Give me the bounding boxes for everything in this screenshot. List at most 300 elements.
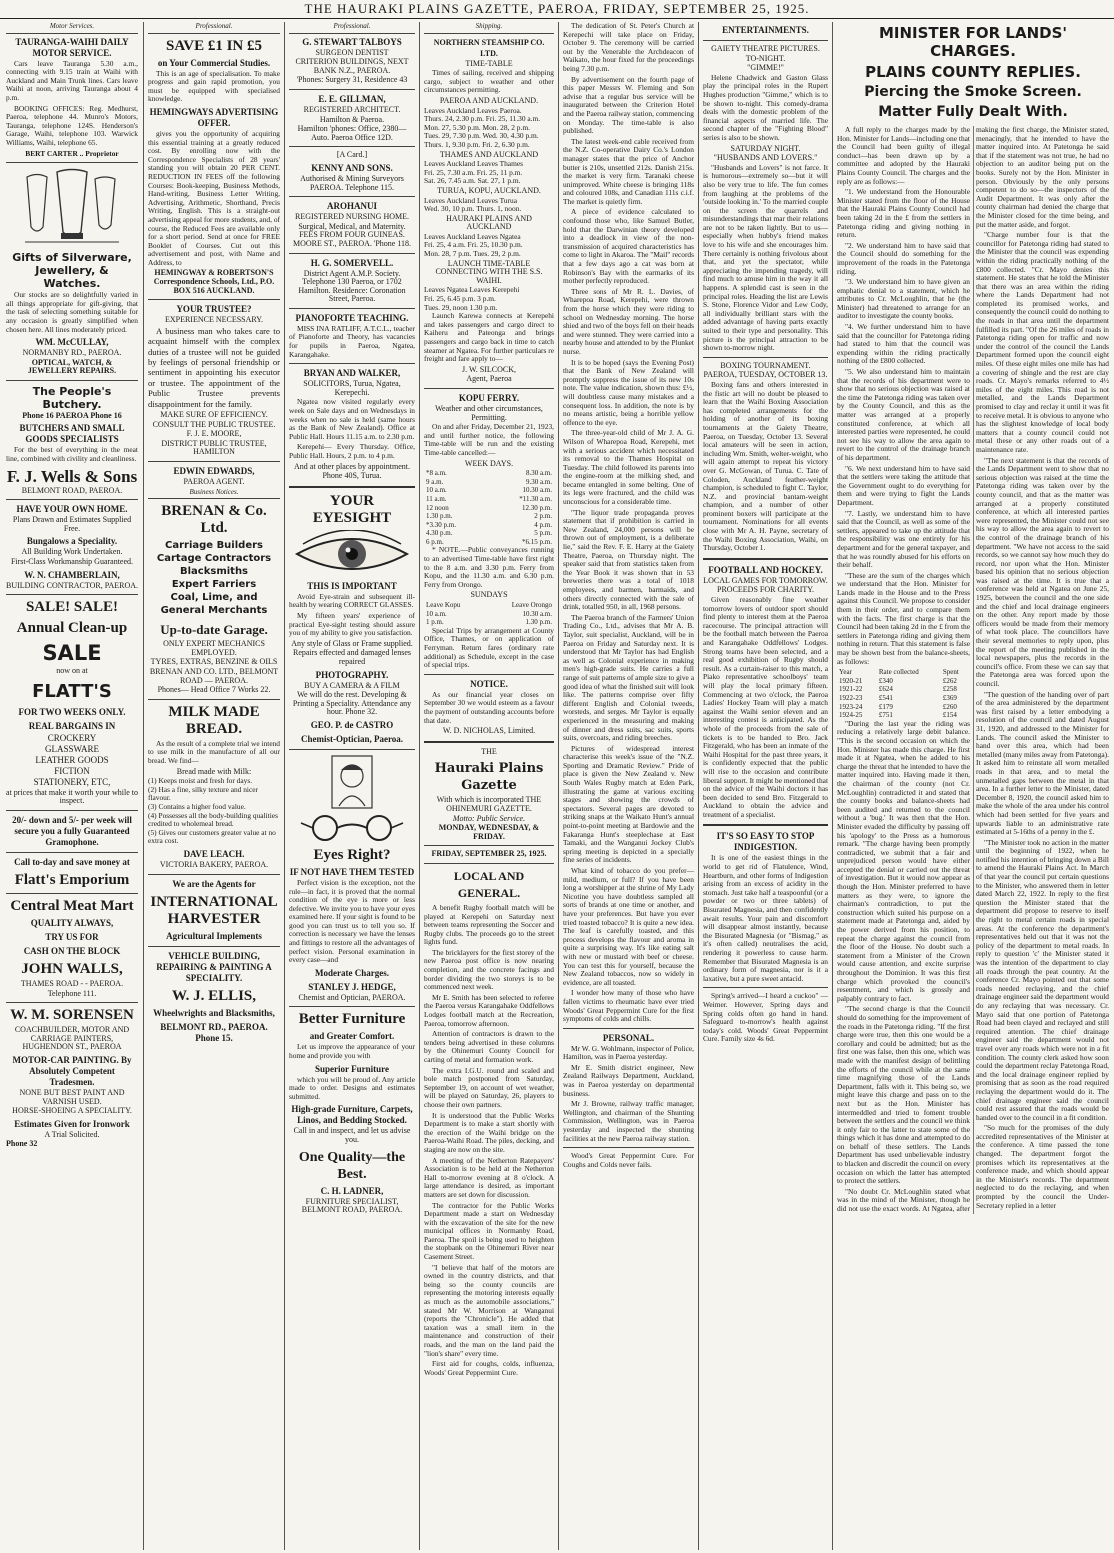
table-row: 4.30 p.m. 5 p.m. [426,529,552,538]
timetable-row: Tues. 29, noon 1.30 p.m. [424,302,498,312]
ad-text: TYRES, EXTRAS, BENZINE & OILS [150,657,278,667]
news-paragraph: The latest week-end cable received from the N.Z. Co-operative Dairy Co.'s London manager states that the price of Anchor butter is 210s, unsettled 212s. Danish 215s. the market is very firm. Taranaki cheese unimproved. White cheese is bringing 118s and coloured 108s, and Canadian 111s c.i.f. The market is quietly firm. [563,136,694,206]
ad-heading: Better Furniture [298,1011,406,1028]
list-item: Expert Farriers [171,579,257,591]
news-paragraph: I wonder how many of those who have fallen victims to rheumatic have ever tried Woods' Great Peppermint Cure for the first symptoms of colds and chills. [563,988,694,1024]
news-paragraph: "3. We understand him to have given an emphatic denial to a statement, which he attributes to Cr. McLoughlin, that he (the Minister) had threatened to arrange for an auditor to investigate the county books. [837,277,970,321]
ad-text: A Trial Solicited. [44,1129,100,1139]
ad-heading: SAVE £1 IN £5 [166,37,262,54]
ad-address: VICTORIA BAKERY, PAEROA. [159,859,269,869]
ad-heading: REAL BARGAINS IN [28,720,116,731]
table-row: 9 a.m. 9.30 a.m. [426,477,552,486]
ad-text: Authorised & Mining Surveyors PAEROA. Telephone 115. [300,173,404,192]
ad-text: Chemist-Optician, Paeroa. [300,733,404,744]
ad-text: Superior Furniture [315,1063,389,1074]
list-item: Cartage Contractors [156,553,272,565]
ad-text: CASH ON THE BLOCK [23,946,121,956]
timetable-row: Fri. 25, 4 a.m. Fri. 25, 10.30 p.m. [424,240,523,250]
ad-text: QUALITY ALWAYS, [30,918,114,928]
table-row: 10 a.m. 10.30 a.m. [426,609,552,618]
ad-text: COACHBUILDER, MOTOR AND CARRIAGE PAINTERS, HUGHENDON ST., PAEROA [14,1025,130,1052]
ad-text: Moderate Charges. [315,967,389,978]
news-paragraph: "These are the sum of the charges which we understand that the Hon. Minister for Lands made in the House and to the Press against this Council. We propose to consider them in their order, and to compare them with the facts. The first charge is that the Council had been taking 2d in the £ from the settlers in Patetonga riding and giving them nothing in return. That this statement is false may be shown best from the balance-sheets, as follows: [837,570,970,666]
news-paragraph: "I believe that half of the motors are owned in the country districts, and that being so the county councils are representing the motoring interests equally as much as the automobile associations," stated Mr W. Morrison at Wanganui (reports the "Chronicle"). He added that taxation was a small item in the maintenance and construction of their roads, and the man on the land paid the "lion's share" every time. [424,1262,554,1358]
ad-name: H. G. SOMERVELL. [310,257,394,268]
lead-subheadline: PLAINS COUNTY REPLIES. [865,63,1081,81]
news-paragraph: "No doubt Cr. McLoughlin stated what was in the mind of the Minister, though he did not use the exact words. At Ngatea, after making the first charge, the Minister stated, menacingly, that he intended to have the matter inquired into. At Patetonga he said that if the statement was not true, he had no objection to an auditor being put on the books. Surely not by the Hon. Minister in person. Obviously by the only persons competent to do so—the inspectors of the Audit Department. It was only after the county chairman had denied the charge that the Minister closed for the time being, and put the matter aside, and forgot. [837,125,1109,1214]
ad-heading: HAURAKI PLAINS AND AUCKLAND [446,213,532,232]
ad-heading: WEEK DAYS. [464,458,514,468]
table-row: *3.30 p.m. 4 p.m. [426,520,552,529]
flag-text: With which is incorporated THE OHINEMURI GAZETTE. [436,795,542,813]
ad-text: Call in and inspect, and let us advise you. [293,1126,411,1144]
list-item: GLASSWARE [44,743,99,754]
timetable-row: Leaves Auckland Leaves Paeroa. [424,105,522,115]
list-item: (1) Keeps moist and fresh for days. [148,776,253,786]
column-2 [143,22,284,1550]
timetable-row: Tues. 29, 7.30 p.m. Wed. 30, 4.30 p.m. [424,131,539,141]
ad-heading: VEHICLE BUILDING, REPAIRING & PAINTING A SPECIALITY. [156,950,272,983]
ad-text: For the best of everything in the meat line, combined with civility and cleanliness. [6,445,138,464]
ad-heading: and Greater Comfort. [309,1031,395,1042]
timetable-row: Mon. 27, 5.30 p.m. Mon. 28, 2 p.m. [424,122,530,132]
ad-text: As the result of a complete trial we intend to use milk in the manufacture of all our bread. We find— [148,738,280,765]
spectacles-icon [297,813,407,843]
timetable-row: Wed. 30, 10 p.m. Thurs. 1, noon. [424,204,522,214]
ad-text: ONLY EXPERT MECHANICS EMPLOYED. [163,639,265,657]
news-paragraph: Attention of contractors is drawn to the tenders being advertised in these columns by the Ohinemuri County Council for carting of metal and formation work. [424,1029,554,1064]
ad-text: My fifteen years' experience of practical Eye-sight testing should assure you of my ability to give you satisfaction. [289,610,415,638]
ad-name: WM. McCULLAY, [35,337,109,348]
news-paragraph: "4. We further understand him to have said that the councillor for Patetonga riding had stated to him that the council was expending within the riding practically nothing of the £800 collected. [837,322,970,366]
column-1 [2,22,142,1550]
paper-nameplate: Hauraki Plains Gazette [434,761,544,794]
ad-name: KENNY AND SONS. [311,162,393,173]
eye-illustration [293,530,411,578]
ad-heading: HEMINGWAYS ADVERTISING OFFER. [149,106,279,128]
ad-name: JOHN WALLS, [21,961,123,977]
ad-text: Ngatea now visited regularly every week on Sale days and on Wednesdays in weeks when no sale is held (same hours as the Bank of New Zealand). Office at Public Hall. Hours 11.15 a.m. to 2.30 p.m. [289,397,415,441]
table-row: 1.30 p.m. 2 p.m. [426,512,552,521]
news-paragraph: What kind of tobacco do you prefer—mild, medium, or full? If you have been long a worshipper at the shrine of My Lady Nicotine you have doubtless sampled all sorts of brands at one time or another, and have your preferences. But have you ever tried toasted tobacco? It is quite a new idea. The leaf is carefully toasted, and this process develops the flavour and aroma in quite a surprising way. It's like eating salt with new or mustard with beef or cheese. You can test this for yourself, because the New Zealand tobaccos, now so widely in evidence, are all toasted. [563,866,694,987]
ad-name: C. H. LADNER, [320,1185,384,1196]
ad-heading: THAMES AND AUCKLAND [439,149,539,159]
flag-the: THE [481,746,497,756]
table-row: Leave Kopu Leave Orongo [426,601,552,610]
ad-text: Any style of Glass or Frame supplied. [291,638,413,648]
ad-text: Avoid Eye-strain and subsequent ill-health by wearing CORRECT GLASSES. [289,591,415,610]
section-heading: IT'S SO EASY TO STOP INDIGESTION. [716,831,815,853]
ad-name: W. M. SORENSEN [10,1007,134,1024]
ad-address: BRENAN AND CO. LTD., BELMONT ROAD — PAEROA. [149,667,279,685]
list-item: (4) Possesses all the body-building qualities credited to wholemeal bread. [148,810,278,829]
table-row: 1921-22 £624 £258 [839,685,957,694]
ad-text: Estimates Given for Ironwork [14,1118,130,1129]
ad-text: Surgical, Medical, and Maternity. FEES FROM FOUR GUINEAS. MOORE ST., PAEROA. 'Phone 118. [292,221,412,248]
news-paragraph: "The question of the handing over of part of the area administered by the department was first raised by a letter embodying a resolution of the council and dated August 31, 1920, and addressed to the Minister for Lands. The council asked the Minister to hand over this area, which had been metalled (many miles away from Patetonga). It asked him to reinstate all worn metalled roads in that area, and to metal the unmetalled gaps between the metal in that area. In a further letter to the Minister, dated December 8, 1920, the council asked him to make the whole of the area under his control which had been settled for five years and upwards liable to an administrative rate estimated at 5-16ths of a penny in the £. [976,689,1109,837]
list-item: Carriage Builders [165,540,263,552]
section-heading: PERSONAL. [602,1032,655,1043]
ad-text: Perfect vision is the exception, not the rule—in fact, it is proved that the normal condition of the eye is more or less defective. We invite you to have your eyes examined here. If your sight is found to be good you can trust us to tell you so. If correction is necessary we have the lenses and fittings to restore all the advantages of perfect vision. Personal examination in every case—and [289,877,415,965]
news-paragraph: "The next statement is that the records of the Lands Department went to show that no serious objection was raised at the time the Patetonga riding was taken over by the county council, and that as the matter was arranged at a properly constituted conference, at which all interested parties were represented, the Minister could not see his way to allow the area again to revert to the control of the drainage branch of his department. "We have not access to the said records, so we cannot say how much they do record, nor upon what the Hon. Minister based his opinion that no serious objection was raised at the time. It is true that a conference was held at Ngatea on June 25, 1925, between the council and the one side and the chief and local drainage engineers on the other. Any report made by those officers would be made from their memory of what took place. The councillors have their several memories to reply upon, plus the report of the meeting published in the local newspapers, plus the records in the council's office. From these we can say that the Patetonga area was forced upon the council. [976,455,1109,688]
column-4 [419,22,558,1550]
ad-address: FURNITURE SPECIALIST, BELMONT ROAD, PAEROA. [301,1196,403,1215]
ad-text: BOOKING OFFICES: Reg. Medhurst, Paeroa, telephone 44. Munro's Motors, Tauranga, telephone 124S. Henderson's Garage, Waihi, telephone 103. Warwick Williams, Waihi, telephone 65. [6,103,138,147]
timetable-row: Fri. 25, 6.45 p.m. 3 p.m. [424,294,496,304]
ad-name: GEO. P. de CASTRO [310,719,394,730]
ad-heading: One Quality—the Best. [298,1149,406,1182]
news-paragraph: A benefit Rugby football match will be played at Kerepehi on Saturday next between teams representing the Soccer and Rugby clubs. The proceeds go to the street lights fund. [424,902,554,947]
ad-heading: NOTICE. [470,678,508,689]
news-paragraph: Mr E. Smith has been selected to referee the Paeroa versus Karangahake Oddfellows Lodges football match at the Recreation, Paeroa, tomorrow afternoon. [424,992,554,1028]
ad-address: NORMANBY RD., PAEROA. [22,348,122,358]
table-row: 1923-24 £179 £260 [839,702,957,711]
ad-text: MISS INA RATLIFF, A.T.C.L., teacher of Pianoforte and Theory, has vacancies for pupils in Paeroa, Ngatea, Karangahake. [289,323,415,359]
ad-text: Kerepehi— Every Thursday. Office, Public Hall. Hours, 2 p.m. to 4 p.m. [289,442,415,460]
ad-name: W. N. CHAMBERLAIN, [24,569,120,580]
ad-text: [A Card.] [336,150,368,160]
timetable-row: Fri. 25, 7.30 a.m. Fri. 25, 11 p.m. [424,167,523,177]
ad-name: Central Meat Mart [10,898,134,914]
ad-heading: HAVE YOUR OWN HOME. [16,504,128,515]
ad-address: HEMINGWAY & ROBERTSON'S Correspondence Schools, Ltd., P.O. BOX 516 AUCKLAND. [153,268,275,295]
category-label: Motor Services. [6,22,138,34]
ad-name: DAVE LEACH. [183,848,245,859]
ad-text: * NOTE.—Public conveyances running to an advertised Time-table have first right to the 8 a.m. and 3.30 p.m. Ferry from Kopu, and the 11.30 a.m. and 6.30 p.m. Ferry from Orongo. [424,545,554,589]
ad-text: BUY A CAMERA & A FILM [304,680,400,690]
table-row: 10 a.m. 10.30 a.m. [426,486,552,495]
ferry-table [424,469,554,546]
table-row: 1924-25 £751 £154 [839,711,957,720]
ad-text: Plans Drawn and Estimates Supplied Free. [12,515,132,533]
news-paragraph: "5. We also understand him to maintain that the records of his department were to show that no serious objection was raised at the time the Patetonga riding was taken over by the County Council, and this as the matter was arranged at a properly constituted conference, at which all interested parties were represented, he could not see his way to allow the area again to revert to the control of the drainage branch of his department. [837,367,970,462]
column-6 [698,22,832,1550]
silverware-illustration [17,167,127,247]
subheading: PAEROA, TUESDAY, OCTOBER 13. [703,370,828,380]
ad-heading: PAEROA AND AUCKLAND. [439,95,539,105]
ad-heading: BUTCHERS AND SMALL GOODS SPECIALISTS [19,423,125,445]
ad-heading: TAURANGA-WAIHI DAILY MOTOR SERVICE. [15,36,129,58]
ad-text: We are the Agents for [172,878,256,889]
section-heading: FOOTBALL AND HOCKEY. [708,564,823,575]
ad-text: NONE BUT BEST PAINT AND VARNISH USED. [19,1087,125,1106]
news-paragraph: Given reasonably fine weather tomorrow lovers of outdoor sport should find plenty to interest them at the Paeroa racecourse. The principal attraction will be the football match between the Paeroa and Karangahake Oddfellows' Lodges. Strong teams have been selected, and a real good exhibition of Rugby should result. As a curtain-raiser to this match, a Piako representative schoolboys' team will play the local primary fifteen. Commencing at two o'clock, the Paeroa Ladies' Hockey Team will play a match against the Waihi senior eleven and an interesting contest is anticipated. As the whole of the proceeds from the sale of tickets is to be handed to Bro. Jack Fitzgerald, who has been an inmate of the Waihi Hospital for the past three years, it is confidently expected that the public will rise to the occasion and contribute liberal support. It might be mentioned that on the advice of the Waihi doctors it has been decided to send Bro. Fitzgerald to Auckland to obtain the advice and treatment of a specialist. [703,595,828,819]
list-item: Coal, Lime, and [170,592,258,604]
table-row: 11 a.m. *11.30 a.m. [426,494,552,503]
ad-heading: CONSULT THE PUBLIC TRUSTEE. [152,419,276,429]
lead-deck: Matter Fully Dealt With. [878,104,1068,120]
ad-heading: THIS IS IMPORTANT [307,580,397,591]
table-row: *8 a.m. 8.30 a.m. [426,469,552,478]
list-item: STATIONERY, ETC, [33,776,111,787]
list-item: (5) Gives our customers greater value at no extra cost. [148,827,276,846]
ad-text: MOTOR-CAR PAINTING. By Absolutely Competent Tradesmen. [12,1054,132,1087]
ad-heading: TURUA, KOPU, AUCKLAND. [437,185,541,195]
subheading: "HUSBANDS AND LOVERS." [713,153,818,163]
ad-heading: MAKE SURE OF EFFICIENCY. [160,410,268,420]
news-paragraph: The three-year-old child of Mr J. A. G. Wilson of Wharepoa Road, Kerepehi, met with a serious accident which necessitated its removal to the Thames Hospital on Tuesday. The child followed its parents into the engine-room at the milking shed, and became entangled in some belting. One of its legs were fractured, and the child was unconscious for a considerable time. [563,428,694,507]
ad-heading: REGISTERED NURSING HOME. [295,212,409,222]
timetable-row: Leaves Ngatea Leaves Kerepehi [424,285,520,295]
subheading: LOCAL GAMES FOR TOMORROW. [703,575,828,585]
ad-proprietor: BERT CARTER .. Proprietor [25,148,119,158]
ad-text: This is an age of specialisation. To make progress and gain rapid promotion, you must be equipped with specialised knowledge. [148,68,280,104]
news-paragraph: Pictures of widespread interest characterise this week's issue of the "N.Z. Sporting and Dramatic Review." Pride of place is given the New Zealand v. New South Wales Rugby match at Eden Park, illustrating the game at various exciting stages and showing the crowds of spectators. Several pages are devoted to striking snaps at the Waikato Hunt's annual point-to-point meeting at Bardowie and the Fakaranga Hunt's steeplechase at East Tamaki, and the Wanganui Jockey Club's spring meeting is depicted in a specially fine series of incidents. [563,743,694,865]
ad-heading: YOUR TRUSTEE? [176,304,252,315]
ad-text: at prices that make it worth your while to inspect. [6,787,138,806]
dateline: FRIDAY, SEPTEMBER 25, 1925. [431,849,547,859]
list-item: LEATHER GOODS [35,754,109,765]
ad-text: REGISTERED ARCHITECT. [303,104,401,114]
ad-text: Bread made with Milk: [176,766,252,776]
ad-text: PAEROA AGENT. [183,477,245,487]
ad-heading: KOPU FERRY. [458,392,520,403]
brenan-list [148,539,280,617]
ad-text: District Agent A.M.P. Society. Telephone 130 Paeroa, or 1702 Hamilton. Residence: Coronation Street, Paeroa. [298,268,406,304]
news-paragraph: The bricklayers for the first storey of the new Paeroa post office is now nearing completion, and the concrete facings and border dividing the two storeys is to be commenced next week. [424,947,554,992]
ad-heading: MILK MADE BREAD. [168,703,260,737]
ad-text: Agent, Paeroa [466,374,512,384]
ad-text: Chemist and Optician, PAEROA. [298,992,406,1002]
news-paragraph: "The Minister took no action in the matter until the beginning of 1922, when he notified his intention of bringing down a Bill to amend the Hauraki Plains Act. In March of that year the council put certain questions to the Minister, who answered them in letter dated March 22, 1922. In reply to the first question the Minister stated that the department did propose to reserve to itself the right to metal certain roads in special areas. At the conference the department's representatives held out that it was not the policy of the department to metal roads. In reply to question 'c' the Minister stated it was the intention of the department to clay all roads through the peat country. At the conference Cr. Mayo pointed out that some roads needed reclaying, and the chief drainage engineer said the department would do any reclaying that was necessary. Cr. Mayo said that one portion of Patetonga Road had been clayed and reclayed and still required attention. The chief drainage engineer said the department would not travel over any roads which were not in a fit condition. The county clerk asked how soon could the department reclay Patetonga Road, and the local drainage engineer replied by promising that as soon as the road required reclaying the department would do it. The chief drainage engineer said the council could rest assured that the roads would be handed over to the council in a fit condition. [976,837,1109,1122]
subheading: PROCEEDS FOR CHARITY. [717,585,814,595]
list-item: FICTION [54,765,90,776]
category-label: Business Notices. [148,488,280,500]
ad-name: BRENAN & Co. Ltd. [161,503,267,537]
subheading: TO-NIGHT. [745,53,786,63]
ad-text: Hamilton & Paeroa. [319,114,385,124]
ad-heading: PIANOFORTE TEACHING. [295,312,409,323]
news-paragraph: Mr E. Smith district engineer, New Zealand Railways Department, Auckland, was in Paeroa yesterday on departmental business. [563,1062,694,1098]
ad-address: BELMONT ROAD, PAEROA. [21,485,123,495]
ad-heading: PHOTOGRAPHY. [315,669,389,680]
subheading: BOXING TOURNAMENT. [720,360,811,370]
ad-name: E. E. GILLMAN, [318,93,386,104]
ad-name: FLATT'S [32,680,112,702]
ad-text: HORSE-SHOEING A SPECIALITY. [12,1106,132,1116]
ad-text: Times of sailing, received and shipping cargo, subject to weather and other circumstances permitting. [424,68,554,95]
ad-text: A business man who takes care to acquaint himself with the complex duties of a trustee will not be guided by feelings of personal friendship or sentiment in appointing his executor or trustee. The appointment of the Public Trustee prevents disappointment for the family. [148,325,280,409]
timetable-row: Mon. 28, 7 p.m. Tues. 29, 2 p.m. [424,249,521,259]
ad-text: 20/- down and 5/- per week will secure you a fully Guaranteed Gramophone. [12,815,132,847]
portrait-illustration [307,754,397,810]
ad-name: Flatt's Emporium [14,872,130,888]
ad-text: Special Trips by arrangement at County Office, Thames, or on application of Ferryman. Return fares (ordinary rate additional) as Schedule, except in the case of special trips. [424,625,554,670]
ad-address: BUILDING CONTRACTOR, PAEROA. [6,580,139,590]
category-label: Professional. [148,22,280,34]
subheading: GAIETY THEATRE PICTURES. [711,44,820,53]
ad-text: Cars leave Tauranga 5.30 a.m., connecting with 9.15 train at Waihi with Auckland and Main Trunk lines. Cars leave Waihi at noon, arriving Tauranga about 4 p.m. [6,58,138,102]
ad-text: Our stocks are so delightfully varied in all things appropriate for gift-giving, that the task of selecting something suitable for any occasion is greatly simplified when chosen here. All lines moderately priced. [6,290,138,334]
ad-text: OPTICAL, WATCH, & JEWELLERY REPAIRS. [27,357,117,376]
news-paragraph: "The liquor trade propaganda proves statement that if prohibition is carried in New Zealand, 24,000 persons will be thrown out of employment, is a deliberate lie," said the Rev. F. E. Harry at the Gaiety Theatre, Paeroa, on Thursday night. The speaker said that from statistics taken from the Year Book it was shown that in 53 breweries there was a total of 1018 employees, and barmen, barmaids, and others directly connected with the sale of drink, totalled 950, in all, 1968 persons. [563,507,694,612]
table-row: 6 p.m. *6.15 p.m. [426,537,552,546]
ad-heading: Gifts of Silverware, Jewellery, & Watches. [12,251,132,291]
section-heading: LOCAL AND GENERAL. [453,868,525,900]
news-paragraph: Wood's Great Peppermint Cure. For Coughs and Colds never fails. [563,1151,694,1169]
ad-heading: YOUR EYESIGHT [312,492,392,526]
milk-points [148,777,280,846]
ad-address: DISTRICT PUBLIC TRUSTEE, HAMILTON [161,438,267,457]
timetable-row: Leaves Auckland Leaves Turua [424,195,517,205]
ad-heading: EXPERIENCE NECESSARY. [164,315,264,325]
ad-heading: Annual Clean-up [16,620,128,637]
list-item: Blacksmiths [179,566,249,578]
ad-heading: TIME-TABLE [465,58,513,68]
news-paragraph: "6. We next understand him to have said that the settlers were taking the attitude that the Government ought to do everything for them and were trying to fight the Lands Department. [837,463,970,507]
timetable-row: Sat. 26, 7.45 a.m. Sat. 27, 1 p.m. [424,176,521,186]
news-paragraph: "The second charge is that the Council should do something for the improvement of the roads in the Patetonga riding. "If the first charge were true, then this one would be a corollary and could be admitted; but as the first one was false, then this one, which was made with the manifest design of belittling the efforts of the council while at the same time magnifying those of the Lands Department, falls with it. This being so, we might leave this charge and pass on to the next but as the Hon. Minister has intermeddled and tried to foment trouble between the settlers and the council we think it only fair to the latter to state some of the things which it has done and attempted to do on behalf of these settlers. The Lands Department has used unbelievable industry to blacken and discredit the council on every occasion on which the latter has attempted to protect the settlers. [837,1004,970,1186]
ad-heading: Bungalows a Speciality. [26,536,118,547]
ad-text: Agricultural Implements [166,930,262,941]
column-3 [284,22,419,1550]
news-paragraph: "Husbands and Lovers" is not farce. It is humorous—extremely so—but it will also be very true to life. The fun comes from laughing at the problems of the 'outside looking in.' To the married couple on the screen the quarrels and misunderstandings that mar their relations are not to be taken lightly. But to us—especially when hubby's friend makes love to his wife and she encourages him. There certainly is nothing frivolous about that, and yet the spectator, while appreciating the impending tragedy, will find much to amuse him in the way it all happens. A splendid cast is seen in the principal roles. Heading the list are Lewis S. Stone, Florence Vidor and Lew Cody, all individually brilliant stars with the added advantage of having parts exactly suited to their type and personality. This picture is the principal attraction to be shown to-morrow night. [703,162,828,353]
list-item: (2) Has a fine, silky texture and nicer flavour. [148,784,258,803]
column-7 [832,22,1113,1550]
news-paragraph: A full reply to the charges made by the Hon. Minister for Lands—including one that the Council had been guilty of illegal conduct—has been drawn up by a committee and adopted by the Hauraki Plains County Council. The charges and the reply are as follows:— [837,125,970,186]
ad-heading: The People's Butchery. [32,384,112,411]
timetable-row: Leaves Auckland Leaves Thames [424,159,523,169]
list-item: General Merchants [160,605,268,617]
ad-phone: Hamilton 'phones: Office, 2380—Auto. Paeroa Office 12D. [297,124,407,142]
subheading: SATURDAY NIGHT. [730,143,801,153]
ad-heading: on Your Commercial Studies. [157,57,271,68]
ad-phone: Phone 40S, Turua. [322,471,382,481]
ad-text: High-grade Furniture, Carpets, Linos, and Bedding Stocked. [291,1104,413,1126]
table-row: 12 noon 12.30 p.m. [426,503,552,512]
ad-name: W. D. NICHOLAS, Limited. [442,726,536,736]
ad-text: First-Class Workmanship Guaranteed. [10,557,134,567]
table-row: 1 p.m. 1.30 p.m. [426,618,552,627]
ad-name: NORTHERN STEAMSHIP CO. LTD. [433,37,545,58]
ad-text: SURGEON DENTIST [315,47,389,57]
masthead: THE HAURAKI PLAINS GAZETTE, PAEROA, FRIDAY, SEPTEMBER 25, 1925. [0,0,1114,19]
subheading: "GIMME!" [747,63,784,73]
ad-phone: 'Phones: Surgery 31, Residence 43 [296,75,408,85]
ad-text: Weather and other circumstances, Permitting. [435,403,543,422]
news-paragraph: "So much for the promises of the duly accredited representatives of the Minister at the conference. A time passed the tone changed. The department forgot the promises which its representatives at the conference made, and which should appear in the Minister's records. The department neglected to do the reclaying, and when prompted by the council the Under-Secretary replied in a letter [976,1123,1109,1210]
ad-address: THAMES ROAD - - PAEROA. [20,979,124,988]
news-paragraph: Three sons of Mr R. L. Davies, of Wharepoa Road, Kerepehi, were thrown from the horse which they were riding to school on Wednesday morning. The horse shied and two of the boys fell on their heads and were stunned. They were carried into a nearby house and attended to by the Plunket nurse. [563,286,694,356]
ad-text: Launch Karewa connects at Kerepehi and takes passengers and cargo direct to Kaiheru and Pateonga and brings passengers and cargo back in time to catch steamer at Ngatea. For further particulars re freight and fare apply to— [424,311,554,364]
ad-text: TRY US FOR [45,932,99,942]
news-paragraph: By advertisement on the fourth page of this paper Messrs W. Fleming and Son advise that a regular bus service will be inaugurated between the Criterion Hotel and the Paeroa railway station, commencing on Monday. The time-table is also published. [563,74,694,136]
news-paragraph: Mr W. G. Wohlmann, inspector of Police, Hamilton, was in Paeroa yesterday. [563,1043,694,1062]
ad-address: CRITERION BUILDINGS, NEXT BANK N.Z., PAEROA. [295,57,409,75]
ad-name: STANLEY J. HEDGE, [308,981,396,992]
ad-name: F. J. Wells & Sons [6,466,138,486]
table-row: 1922-23 £541 £369 [839,694,957,702]
news-paragraph: It is to be hoped (says the Evening Post) that the Bank of New Zealand will promptly suppress the issue of its new 10s note. The value indication, shown thus: £½, will doubtless cause many mistakes and a consequent loss. In addition, the note is by no means artistic, being a horrible yellow offence to the eye. [563,357,694,427]
news-paragraph: A meeting of the Netherton Ratepayers' Association is to be held at the Netherton Hall to-morrow evening at 8 o'clock. A large attendance is desired, as important matters are set down for discussion. [424,1155,554,1199]
ad-name: INTERNATIONAL HARVESTER [150,893,278,927]
ad-text: On and after Friday, December 21, 1923, and until further notice, the following Time-table will be run and the existing Time-table cancelled:— [424,422,554,457]
ad-text: All Building Work Undertaken. [21,547,123,557]
ad-text: now on at [56,666,88,676]
ad-text: FOR TWO WEEKS ONLY. [18,706,126,717]
column-5 [558,22,698,1550]
ad-text: Call to-day and save money at [14,857,130,867]
lead-story-body [837,126,1109,1214]
ad-text: Wheelwrights and Blacksmiths, [153,1007,275,1018]
lead-deck: Piercing the Smoke Screen. [864,84,1082,100]
news-paragraph: "2. We understand him to have said that the Council should do something for the improvement of the roads in the Patetonga riding. [837,240,970,276]
news-paragraph: The dedication of St. Peter's Church at Kerepechi will take place on Friday, October 9. The ceremony will be carried out by the Venerable the Archdeacon of Waikato, the hour fixed for the proceedings being 7.30 p.m. [563,22,694,73]
ad-phone: Phone 32 [6,1139,38,1149]
timetable-row: Thurs. 1, 9.30 p.m. Fri. 2, 6.30 p.m. [424,139,530,149]
news-paragraph: A piece of evidence calculated to confound those who, like Samuel Butler, hold that the Darwinian theory developed into a deadlock in view of the non-transmission of acquired characteristics has come to light in Akaroa. The "Mail" records that a few days ago a cat was born at Robinson's Bay with the earmarks of its mother perfectly reproduced. [563,207,694,286]
news-paragraph: Boxing fans and others interested in the fistic art will no doubt be pleased to learn that the Waihi Boxing Association has completed arrangements for the holding of another of its boxing tournaments at the Gaiety Theatre, Paeroa, on Tuesday, October 13. Several local amateurs will be seen in action, including Wm. Smith, welter-weight, who will again attempt to repeat his victory over G. McGowan, of Turua. C. Tate of Coloden, Auckland feather-weight champion, is scheduled to fight C. Taylor, N.Z. and provincial bantam-weight champion, and a number of other prominent boxers will participate at the tournament. Nominations for all events close with Mr A. H. Payne, secretary of the Waihi Boxing Association, Waihi, on Thursday, October 1. [703,379,828,553]
ad-text: which you will be proud of. Any article made to order. Designs and estimates submitted. [289,1074,415,1101]
ad-phone: Phones— Head Office 7 Works 22. [157,685,271,695]
ad-name: BRYAN AND WALKER, [303,368,401,379]
ad-text: And at other places by appointment. [294,461,410,471]
ad-text: Repairs effected and damaged lenses repaired [292,648,412,666]
news-paragraph: "7. Lastly, we understand him to have said that the Council, as well as some of the settlers, appeared to take up the attitude that the responsibility was one entirely for his department and for the general taxpayer, and that he was roundly abused for his efforts on their behalf. [837,508,970,570]
news-paragraph: Helene Chadwick and Gaston Glass play the principal roles in the Rupert Hughes production "Gimme," which is to be shown to-night. This comedy-drama deals with the domestic problem of the financial aspects of married life. The second chapter of the "Fighting Blood" series is also to be shown. [703,72,828,142]
news-paragraph: The Paeroa branch of the Farmers' Union Trading Co., Ltd., advises that Mr A. B. Taylor, suit specialist, Auckland, will be in Paeroa on Friday and Saturday next. It is understood that Mr Taylor has had English as well as Colonial experience in making men's high-grade suits. He carries a full range of suit patterns of ample size to give a good idea of what the finished suit will look like. The patterns comprise over fifty different English and Colonial tweeds, worsteds, and serges. Mr Taylor is equally experienced in the measuring and making of dinner and dress suits, sac suits, sports suits, overcoats, and riding breeches. [563,612,694,743]
ad-name: AROHANUI [326,201,377,212]
ad-name: J. W. SILCOCK, [461,364,516,374]
ad-heading: SALE [42,641,102,666]
category-label: Shipping. [424,22,554,34]
ad-heading: SALE! SALE! [25,599,119,616]
ad-name: EDWIN EDWARDS, [173,466,255,477]
list-item: (3) Contains a higher food value. [148,801,246,811]
ad-name: W. J. ELLIS, [171,987,257,1004]
news-paragraph: It is understood that the Public Works Department is to make a start shortly with the erection of the Waihi bridge on the Paeroa-Waihi Road. The piles, decking, and staging are now on the site. [424,1110,554,1154]
news-paragraph: It is one of the easiest things in the world to get rid of Flatulence, Wind, Heartburn, and other forms of Indigestion arising from an excess of acidity in the stomach. Just take half a teaspoonful (or a powder or two or three tablets) of Bisurated Magnesia, and then confidently await results. Your pain and discomfort will disappear almost instantly, because the Bisurated Magnesia (or "Bismag," as it's often called) neutralises the acid, rendering it powerless to cause harm. Remember that Bisurated Magnesia is an ordinary form of magnesia, nor is it a laxative, but a pure sweet antacid. [703,853,828,983]
ad-text: SOLICITORS, Turua, Ngatea, Kerepechi. [303,379,401,397]
category-label: Professional. [289,22,415,34]
ad-phone: Telephone 111. [47,988,97,998]
timetable-row: Thurs. 24, 2.30 p.m. Fri. 25, 11.30 a.m. [424,114,541,124]
ad-heading: IF NOT HAVE THEM TESTED [289,866,415,877]
ad-text: gives you the opportunity of acquiring this essential training at a greatly reduced cost. By enrolling now with the Correspondence Specialists of 28 years' standing you will obtain 20 PER CENT. REDUCTION IN FEES off the following Courses: Book-keeping, Business Methods, Hand-writing, Business Letter Writing, Advertising, Arithmetic, Shorthand, Precis Writing, English. This is a straight-out advertising appeal for more students, and, of course, the Reduced Fees are available only for a short period. Send at once for FREE Booklet of Courses. Cut out this advertisement and post, with Name and Address, to [148,128,280,267]
table-header: Year Rate collected Spent [839,668,959,677]
news-paragraph: The contractor for the Public Works Department made a start on Wednesday with the excavation of the site for the new municipal offices in Normanby Road, Paeroa. The spoil is being used to heighten the stopbank on the Ohinemuri River near Casement Street. [424,1200,554,1262]
table-row: 1920-21 £340 £262 [839,676,957,685]
flag-motto: Motto: Public Service. [452,813,526,823]
ad-name: F. J. E. MOORE, [186,429,242,439]
flag-days: MONDAY, WEDNESDAY, & FRIDAY. [438,823,540,841]
bargain-list [6,733,138,788]
rate-table [837,668,970,720]
ad-heading: Up-to-date Garage. [160,622,268,638]
news-paragraph: First aid for coughs, colds, influenza, Woods' Great Peppermint Cure. [424,1359,554,1377]
news-paragraph: The extra I.G.U. round and scaled and bole match postponed from Saturday, September 19, on account of wet weather, will be played on Saturday, 26, players to choose their own partners. [424,1065,554,1109]
ad-heading: Eyes Right? [313,846,391,863]
section-heading: ENTERTAINMENTS. [722,25,809,35]
timetable-row: Leaves Auckland Leaves Ngatea [424,231,521,241]
ferry-sunday-table [424,601,554,627]
ad-phone: Phone 16 PAEROA Phone 16 [22,410,122,420]
ad-text: We will do the rest. Developing & Printing a Speciality. Attendance any hour. Phone 32. [292,690,412,717]
ad-text: As our financial year closes on September 30 we would esteem as a favour the payment of outstanding accounts before that date. [424,689,554,725]
ad-text: Let us improve the appearance of your home and provide you with [289,1042,415,1061]
ad-address: BELMONT RD., PAEROA. Phone 15. [160,1021,268,1043]
ad-name: G. STEWART TALBOYS [302,36,402,47]
news-paragraph: "During the last year the riding was reducing a relatively large debit balance. "This is the second occasion on which the Hon. Minister has made this charge. He first made it at Ngatea, when he added to his charge the threat that he intended to have the matter inquired into. Having made it then, the chairman of the county (not Cr. McLoughlin) contradicted it and stated that the county books and balance-sheets had been audited and returned to the council without a 'bug.' It was then that the Hon. Minister evaded the difficulty by passing off his 'apology' to the Press as a humorous remark. "The charge having been promptly contradicted, we submit that a fair and unprejudiced person would have either accepted the denial or carried out the threat of investigation. But it would now appear as though the Hon. Minister preferred to have matters as they were, to ignore the chairman's contradiction, to put the construction which suited his purpose on a statement made at Patetonga and, aided by the power derived from his position, to repeat the charge against the council from the floor of the House. No doubt such a statement from a Minister of the Crown would cause attention, and excite surprise throughout the Dominion. It was this first charge which provoked the council's resentment, and which is grossly and palpably contrary to fact. [837,718,970,1003]
ad-heading: SUNDAYS [470,590,508,600]
list-item: CROCKERY [47,732,97,743]
news-paragraph: "1. We understand from the Honourable Minister stated from the floor of the House that the Hauraki Plains County Council had been taking 2d in the £ from the settlers in Patetonga riding and giving nothing in return. [837,187,970,240]
ad-heading: LAUNCH TIME-TABLE CONNECTING WITH THE S.S. WAIHI. [435,258,543,285]
news-paragraph: Spring's arrived—I heard a cuckoo" —Weimer. However, Spring days and Spring colds often go hand in hand. Safeguard to-morrow's health against today's cold. Woods' Great Peppermint Cure. Family size 4s 6d. [703,991,828,1044]
news-paragraph: Mr J. Browne, railway traffic manager, Wellington, and chairman of the Shunting Commission, Wellington, was in Paeroa yesterday and inspected the shunting facilities at the new Paeroa railway station. [563,1099,694,1143]
lead-headline: MINISTER FOR LANDS' CHARGES. [878,24,1068,60]
news-paragraph: "Charge number four is that the councillor for Patetonga riding had stated to the Minister that the council was expending within the riding practically nothing of the £800 collected. "Cr. Mayo denies this statement. He states that he told the Minister that there was an area within the riding where the Lands Department had not completed its promised works, and consequently the council could do nothing to the roads in that area until the department fulfilled its part. "Of the 26 miles of roads in Patetonga riding open for traffic and now under the control of the council the Lands Department formed upon the council eight miles. Of these eight miles one mile has had a covering of shingle and the rest are clay roads. Cr. Mayo's remarks referred to 4½ miles of the eight miles. This road is not metalled, and the Lands Department promised to clay and reclay it until it was fit to receive metal. It is obvious to anyone who has the slightest knowledge of local body matters that a county council could not metal these or any other roads out of a maintenance rate. [976,230,1110,454]
